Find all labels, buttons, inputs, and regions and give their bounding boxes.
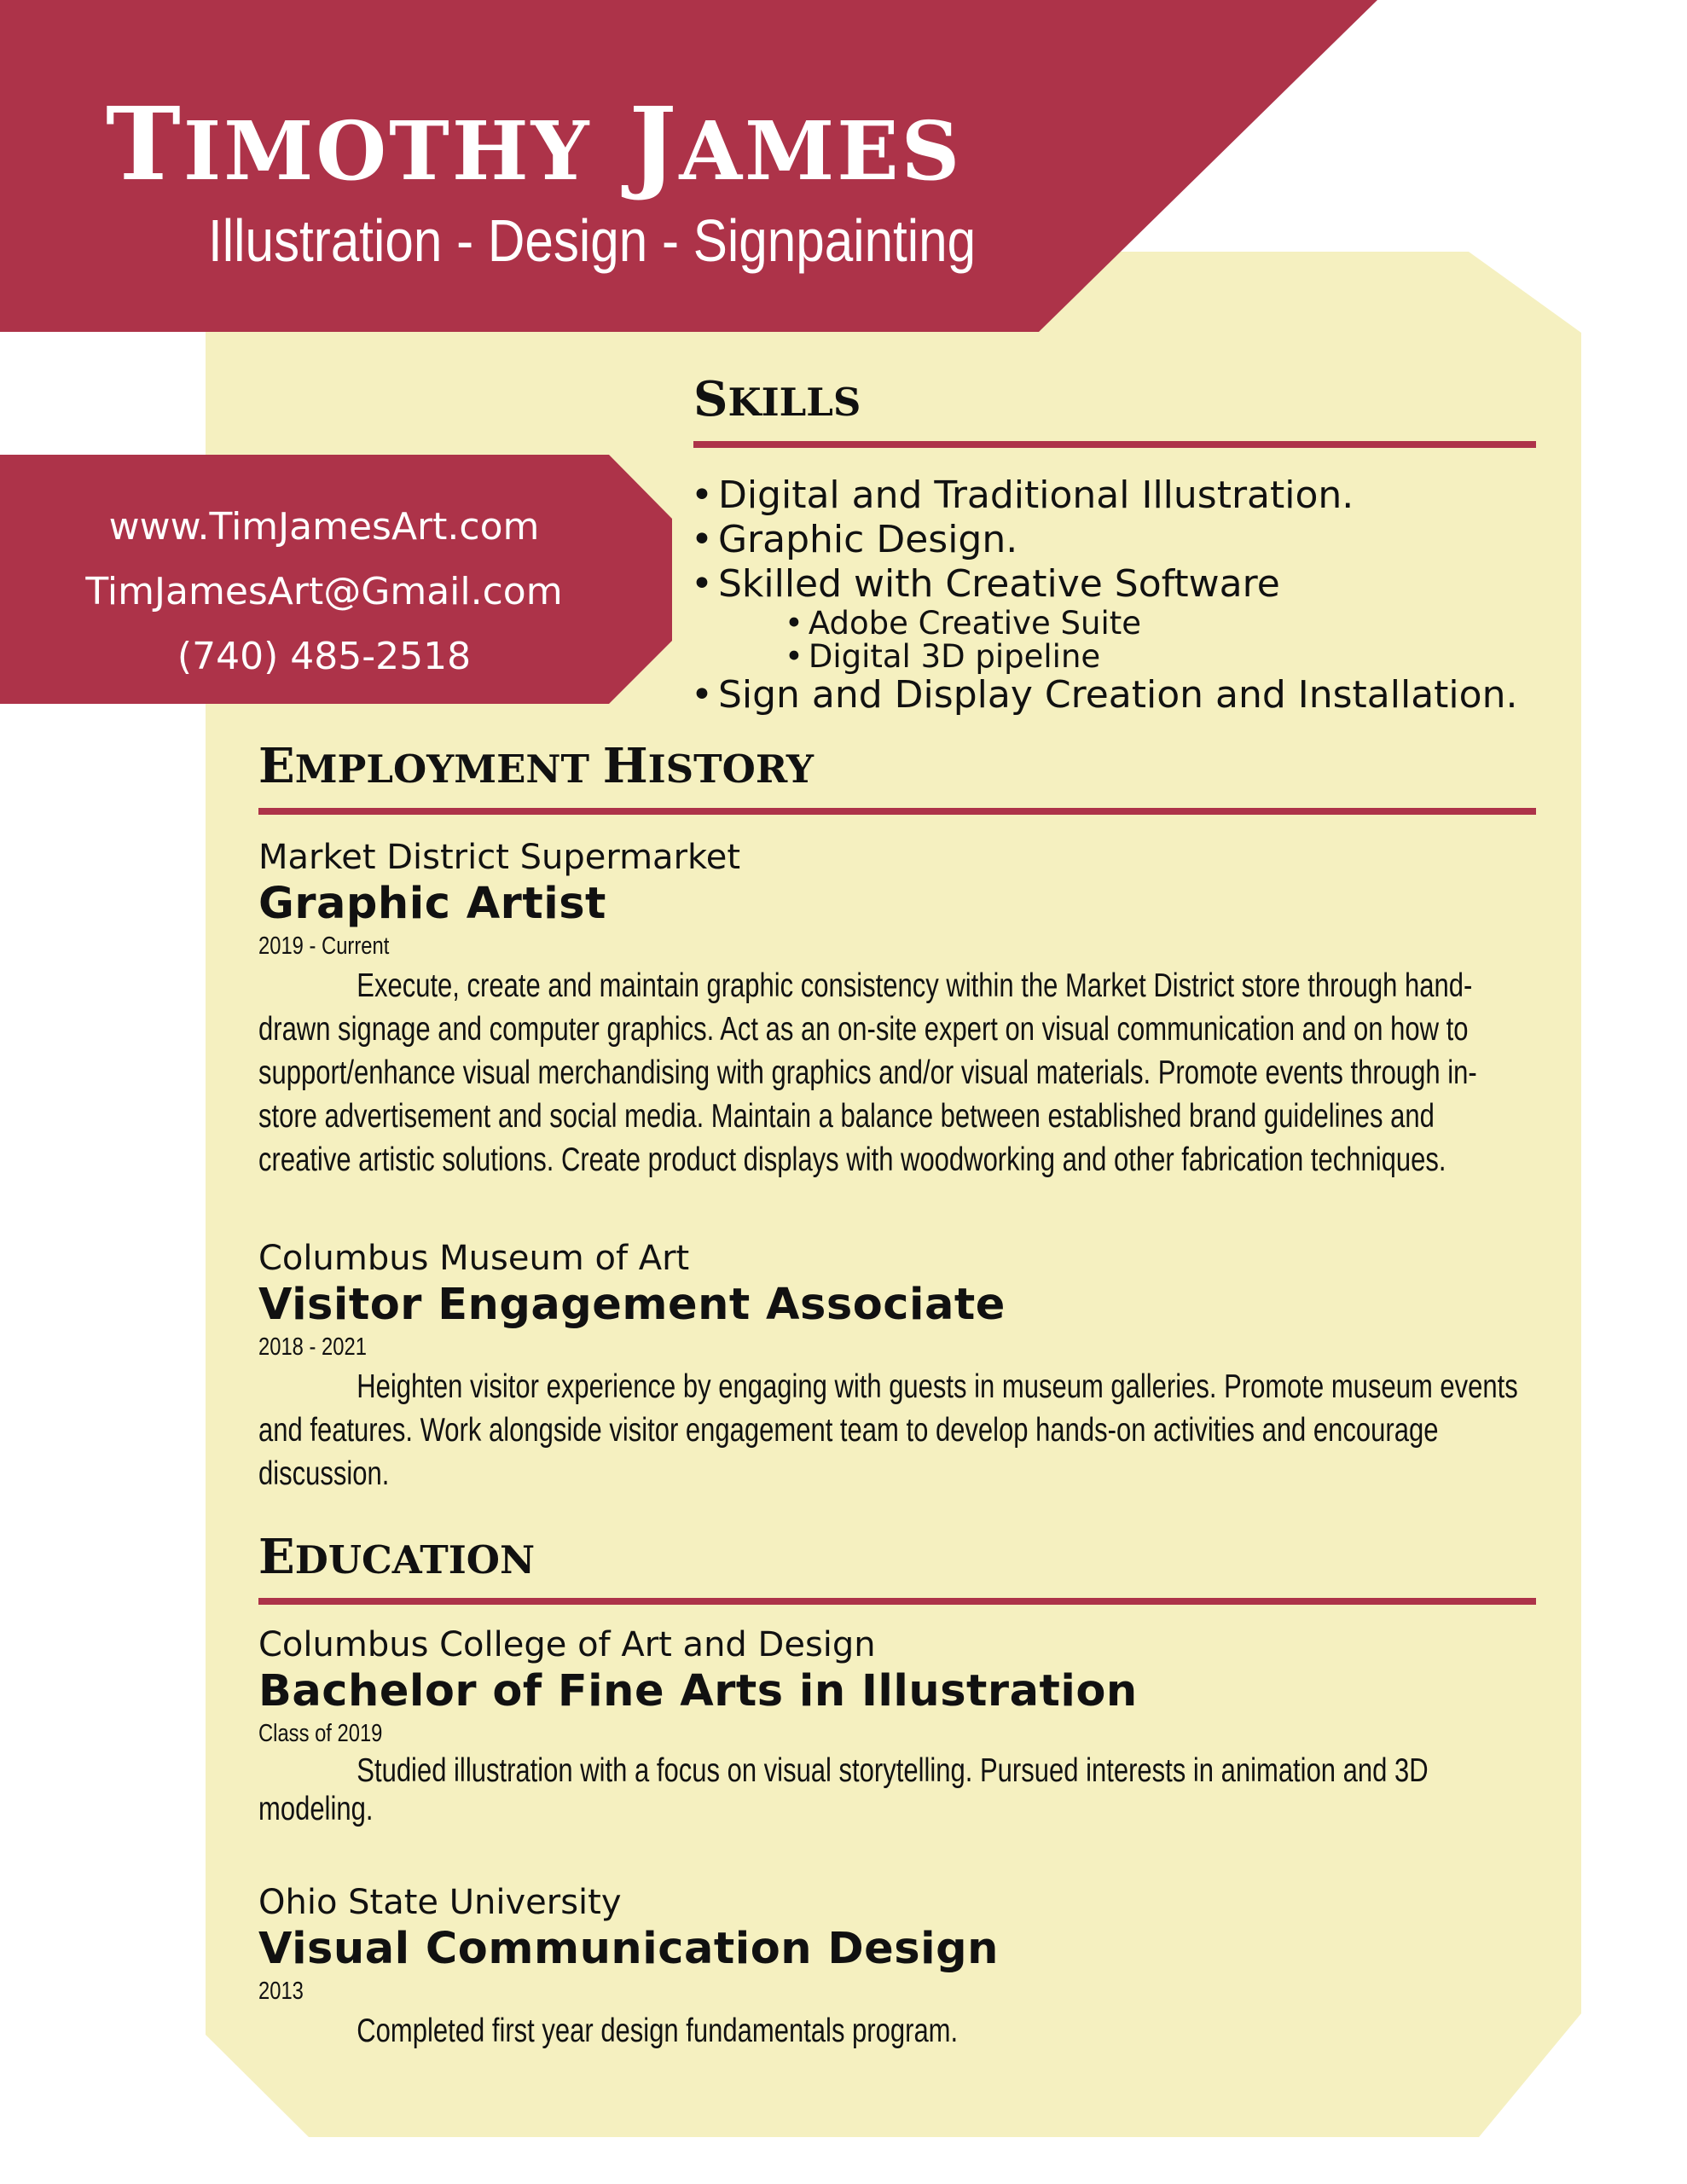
employment-divider <box>258 808 1536 815</box>
skill-item: • Digital and Traditional Illustration. <box>691 473 1517 518</box>
education-divider <box>258 1598 1536 1605</box>
education-heading: EDUCATION <box>258 1529 536 1585</box>
education-description: Studied illustration with a focus on visual storytelling. Pursued interests in animation and 3D modeling. <box>258 1752 1429 1827</box>
skills-list <box>691 473 1517 717</box>
resume-tagline: Illustration - Design - Signpainting <box>208 207 977 274</box>
degree-title: Visual Communication Design <box>258 1924 999 1974</box>
skills-heading: SKILLS <box>693 371 861 427</box>
job-description: Heighten visitor experience by engaging with guests in museum galleries. Promote museum events and features. Work alongside visitor engagement team to develop hands-on activities and encourage discussion. <box>258 1368 1518 1492</box>
education-entry <box>258 1879 1572 2053</box>
education-dates: 2013 <box>258 1978 304 2005</box>
contact-phone[interactable]: (740) 485-2518 <box>177 635 472 678</box>
skills-divider <box>693 441 1536 448</box>
job-dates: 2019 - Current <box>258 932 390 960</box>
contact-email[interactable]: TimJamesArt@Gmail.com <box>85 570 563 613</box>
job-title: Visitor Engagement Associate <box>258 1280 1006 1330</box>
job-employer: Columbus Museum of Art <box>258 1239 690 1278</box>
job-title: Graphic Artist <box>258 879 606 929</box>
education-description: Completed first year design fundamentals program. <box>357 2013 959 2049</box>
employment-heading: EMPLOYMENT HISTORY <box>258 738 814 794</box>
school-name: Ohio State University <box>258 1883 622 1922</box>
job-entry <box>258 1235 1572 1496</box>
job-employer: Market District Supermarket <box>258 838 741 877</box>
degree-title: Bachelor of Fine Arts in Illustration <box>258 1666 1138 1716</box>
skill-sub-item: • Digital 3D pipeline <box>691 640 1517 673</box>
school-name: Columbus College of Art and Design <box>258 1625 876 1664</box>
contact-website[interactable]: www.TimJamesArt.com <box>108 505 540 549</box>
job-entry <box>258 834 1572 1182</box>
skill-item: • Sign and Display Creation and Installation. <box>691 673 1517 717</box>
contact-info <box>0 495 648 689</box>
resume-name: TIMOTHY JAMES <box>106 84 963 203</box>
education-dates: Class of 2019 <box>258 1720 383 1747</box>
job-dates: 2018 - 2021 <box>258 1333 367 1361</box>
skill-item: • Graphic Design. <box>691 518 1517 562</box>
skill-sub-item: • Adobe Creative Suite <box>691 607 1517 640</box>
skill-item: • Skilled with Creative Software <box>691 562 1517 607</box>
job-description: Execute, create and maintain graphic consistency within the Market District store through hand-drawn signage and computer graphics. Act as an on-site expert on visual communication and on how to support/enhance visual merchandising with graphics and/or visual materials. Promote events through in-store advertisement and social media. Maintain a balance between established brand guidelines and creative artistic solutions. Create product displays with woodworking and other fabrication techniques. <box>258 967 1477 1178</box>
education-entry <box>258 1622 1572 1828</box>
